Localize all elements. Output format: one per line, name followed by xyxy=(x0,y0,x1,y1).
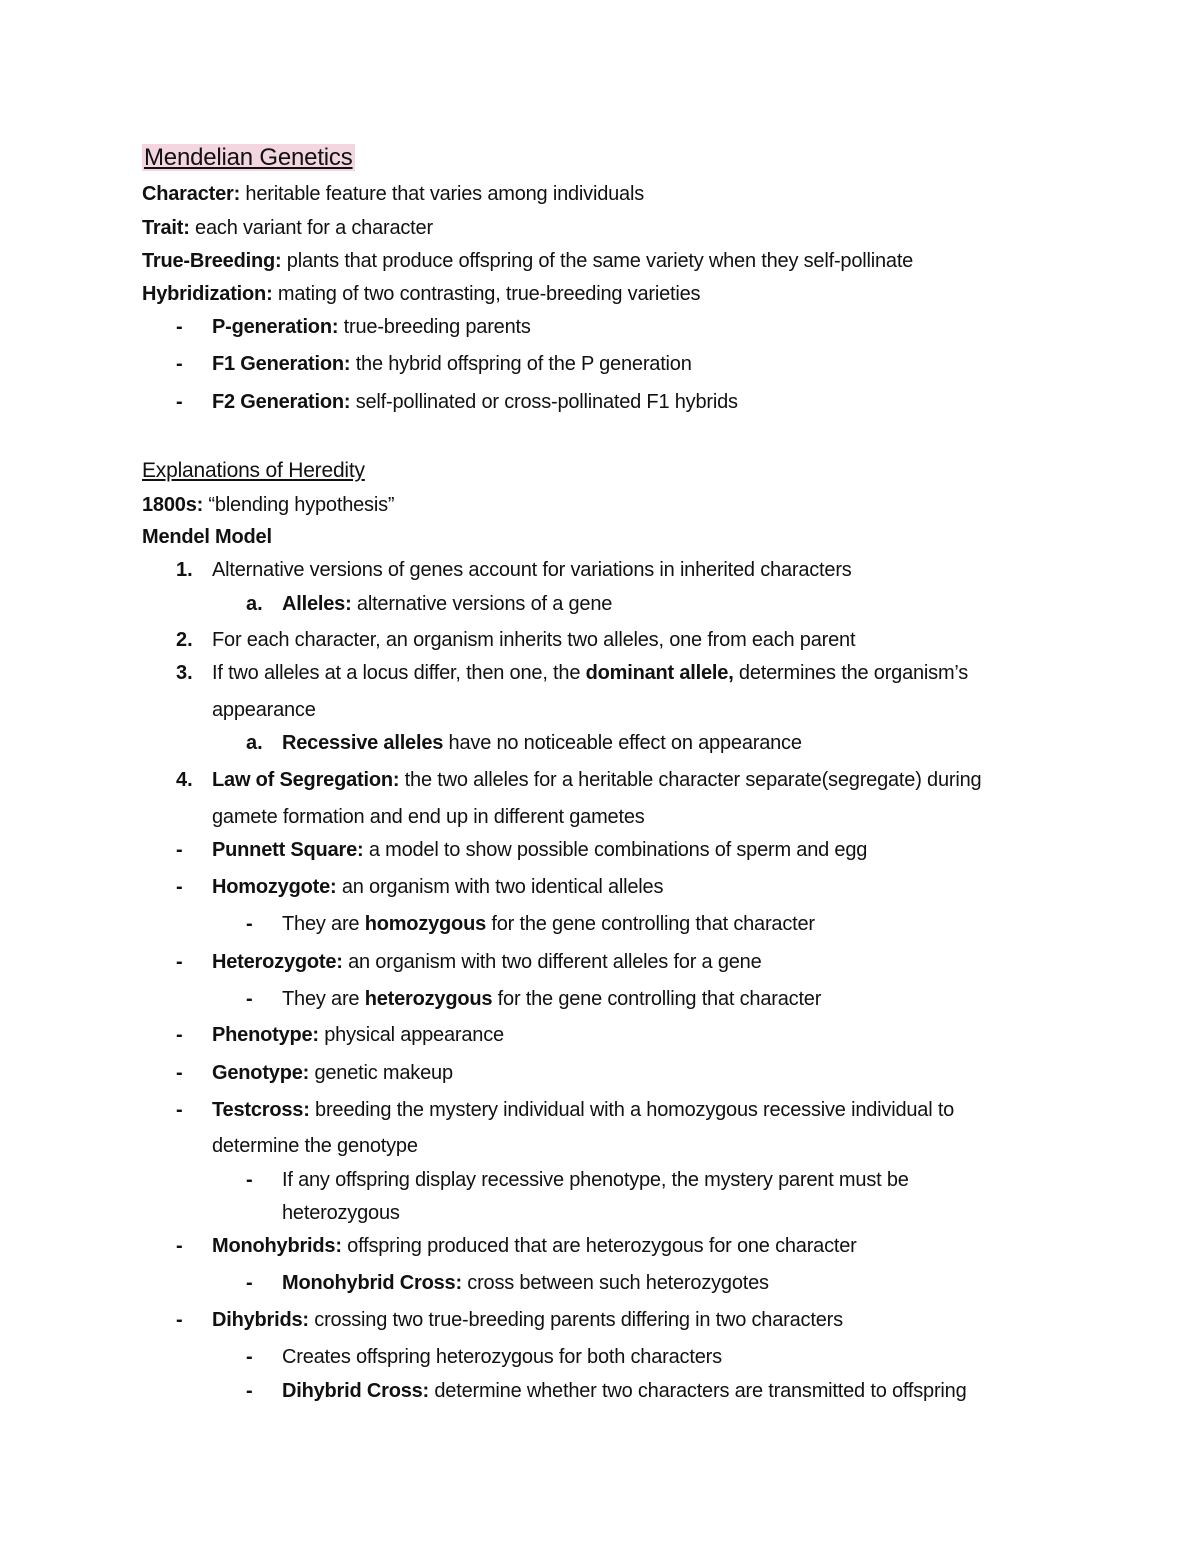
definition-hybridization: Hybridization: mating of two contrasting, true-breeding varieties xyxy=(142,283,701,305)
bullet-dash: - xyxy=(176,1235,183,1257)
blending-hypothesis: 1800s: “blending hypothesis” xyxy=(142,494,395,516)
bullet-dash: - xyxy=(246,1346,253,1368)
term-dihybrids-sub: Creates offspring heterozygous for both characters xyxy=(282,1346,722,1368)
bullet-dash: - xyxy=(246,913,253,935)
term-dihybrid-cross: Dihybrid Cross: determine whether two characters are transmitted to offspring xyxy=(282,1380,967,1402)
term-homozygote-sub: They are homozygous for the gene controlling that character xyxy=(282,913,815,935)
bullet-dash: - xyxy=(176,391,183,413)
model-item-3-cont: appearance xyxy=(212,699,316,721)
bullet-dash: - xyxy=(176,1099,183,1121)
model-item-2: For each character, an organism inherits two alleles, one from each parent xyxy=(212,629,856,651)
bullet-dash: - xyxy=(176,876,183,898)
term-testcross-sub: If any offspring display recessive phenotype, the mystery parent must be xyxy=(282,1169,909,1191)
term-monohybrids: Monohybrids: offspring produced that are heterozygous for one character xyxy=(212,1235,857,1257)
letter-marker: a. xyxy=(246,732,263,754)
generation-f2: F2 Generation: self-pollinated or cross-pollinated F1 hybrids xyxy=(212,391,738,413)
model-item-1: Alternative versions of genes account for variations in inherited characters xyxy=(212,559,852,581)
bullet-dash: - xyxy=(176,1062,183,1084)
bullet-dash: - xyxy=(246,1272,253,1294)
term-heterozygote: Heterozygote: an organism with two different alleles for a gene xyxy=(212,951,762,973)
term-homozygote: Homozygote: an organism with two identical alleles xyxy=(212,876,664,898)
number-marker: 1. xyxy=(176,559,193,581)
model-item-3: If two alleles at a locus differ, then one, the dominant allele, determines the organism’s xyxy=(212,662,969,684)
term-testcross: Testcross: breeding the mystery individual with a homozygous recessive individual to xyxy=(212,1099,955,1121)
bullet-dash: - xyxy=(176,1309,183,1331)
number-marker: 4. xyxy=(176,769,193,791)
term-punnett-square: Punnett Square: a model to show possible combinations of sperm and egg xyxy=(212,839,868,861)
bullet-dash: - xyxy=(246,988,253,1010)
model-item-4: Law of Segregation: the two alleles for a heritable character separate(segregate) during xyxy=(212,769,982,791)
bullet-dash: - xyxy=(246,1169,253,1191)
model-item-4-cont: gamete formation and end up in different gametes xyxy=(212,806,645,828)
mendel-model-heading: Mendel Model xyxy=(142,526,272,548)
model-item-3a: Recessive alleles have no noticeable effect on appearance xyxy=(282,732,802,754)
generation-f1: F1 Generation: the hybrid offspring of the P generation xyxy=(212,353,692,375)
bullet-dash: - xyxy=(176,839,183,861)
definition-true-breeding: True-Breeding: plants that produce offspring of the same variety when they self-pollinate xyxy=(142,250,914,272)
term-dihybrids: Dihybrids: crossing two true-breeding parents differing in two characters xyxy=(212,1309,843,1331)
letter-marker: a. xyxy=(246,593,263,615)
bullet-dash: - xyxy=(176,1024,183,1046)
generation-p: P-generation: true-breeding parents xyxy=(212,316,531,338)
bullet-dash: - xyxy=(176,316,183,338)
term-heterozygote-sub: They are heterozygous for the gene controlling that character xyxy=(282,988,822,1010)
bullet-dash: - xyxy=(246,1380,253,1402)
term-testcross-sub-cont: heterozygous xyxy=(282,1202,400,1224)
term-testcross-cont: determine the genotype xyxy=(212,1135,418,1157)
term-phenotype: Phenotype: physical appearance xyxy=(212,1024,504,1046)
definition-character: Character: heritable feature that varies among individuals xyxy=(142,183,645,205)
number-marker: 3. xyxy=(176,662,193,684)
term-genotype: Genotype: genetic makeup xyxy=(212,1062,453,1084)
bullet-dash: - xyxy=(176,353,183,375)
term-monohybrid-cross: Monohybrid Cross: cross between such heterozygotes xyxy=(282,1272,769,1294)
definition-trait: Trait: each variant for a character xyxy=(142,217,433,239)
document-title: Mendelian Genetics xyxy=(144,144,353,171)
bullet-dash: - xyxy=(176,951,183,973)
model-item-1a: Alleles: alternative versions of a gene xyxy=(282,593,613,615)
number-marker: 2. xyxy=(176,629,193,651)
section-heading-heredity: Explanations of Heredity xyxy=(142,459,365,482)
